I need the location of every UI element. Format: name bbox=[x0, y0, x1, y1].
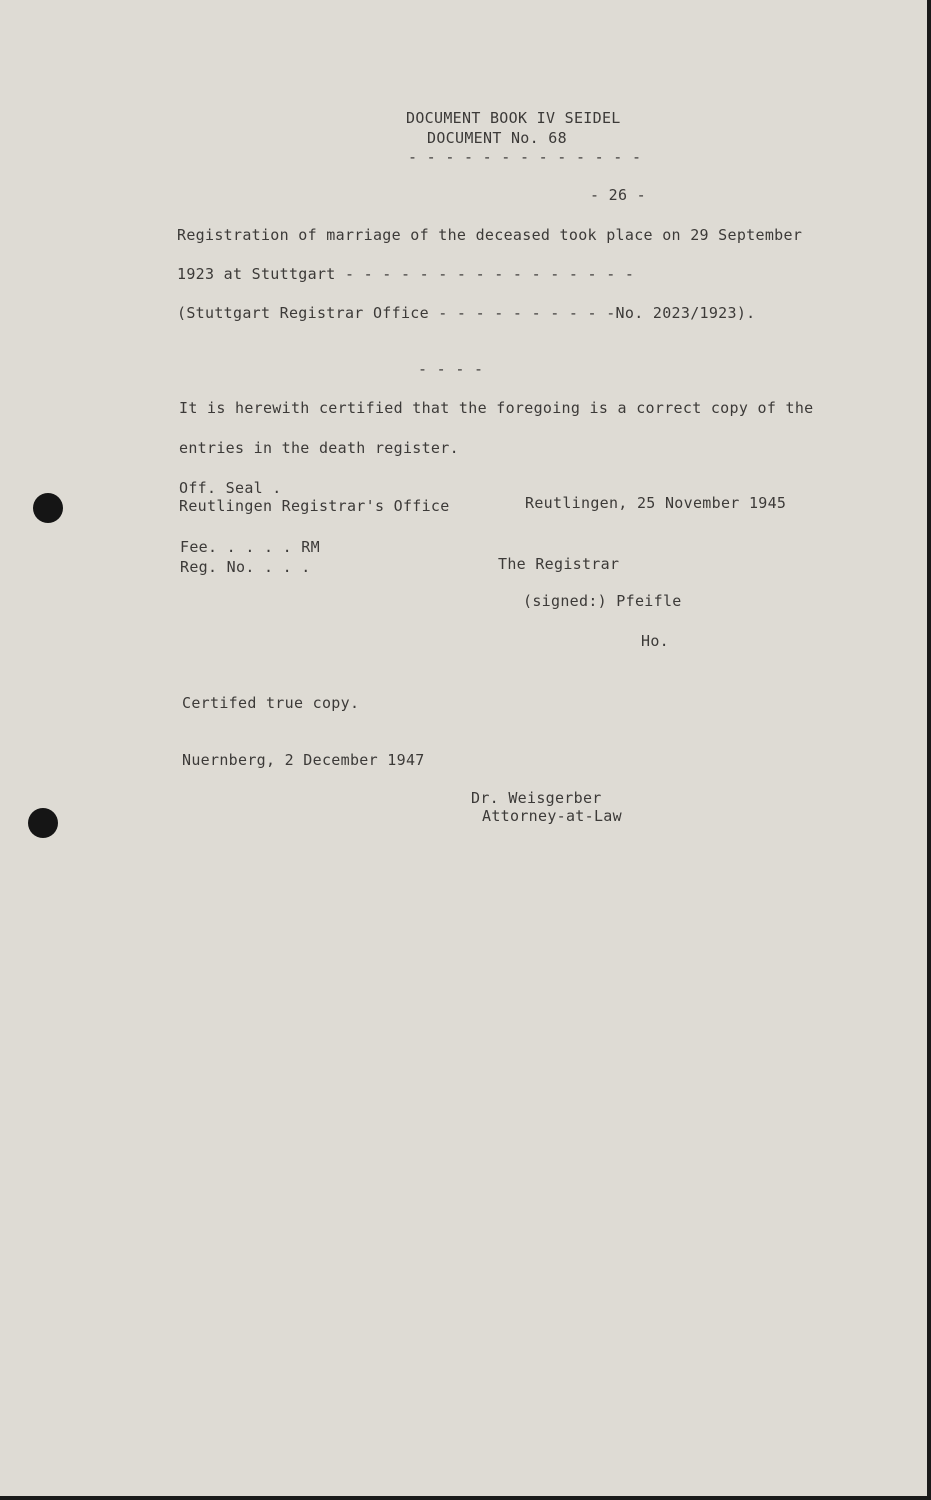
registrar-title: The Registrar bbox=[498, 555, 620, 573]
registration-line-1: Registration of marriage of the deceased took place on 29 September bbox=[177, 226, 803, 244]
header-title: DOCUMENT BOOK IV SEIDEL bbox=[406, 109, 621, 127]
certification-line-2: entries in the death register. bbox=[179, 439, 459, 457]
attorney-role: Attorney-at-Law bbox=[482, 807, 622, 825]
fee-line: Fee. . . . . RM bbox=[180, 538, 320, 556]
page-number: - 26 - bbox=[590, 186, 646, 204]
register-number: Reg. No. . . . bbox=[180, 558, 311, 576]
registrar-signature: (signed:) Pfeifle bbox=[523, 592, 682, 610]
header-rule: - - - - - - - - - - - - - bbox=[408, 148, 642, 166]
true-copy-statement: Certifed true copy. bbox=[182, 694, 360, 712]
registrar-initials: Ho. bbox=[641, 632, 669, 650]
punch-hole-bottom bbox=[28, 808, 58, 838]
certification-place-date: Nuernberg, 2 December 1947 bbox=[182, 751, 425, 769]
attorney-name: Dr. Weisgerber bbox=[471, 789, 602, 807]
registration-line-2: 1923 at Stuttgart - - - - - - - - - - - - - - - - bbox=[177, 265, 635, 283]
issue-place-date: Reutlingen, 25 November 1945 bbox=[525, 494, 787, 512]
punch-hole-top bbox=[33, 493, 63, 523]
registration-line-3: (Stuttgart Registrar Office - - - - - - - - - -No. 2023/1923). bbox=[177, 304, 756, 322]
section-separator: - - - - bbox=[418, 360, 484, 378]
document-number: DOCUMENT No. 68 bbox=[427, 129, 567, 147]
registrar-office: Reutlingen Registrar's Office bbox=[179, 497, 450, 515]
official-seal: Off. Seal . bbox=[179, 479, 282, 497]
certification-line-1: It is herewith certified that the foregoing is a correct copy of the bbox=[179, 399, 814, 417]
